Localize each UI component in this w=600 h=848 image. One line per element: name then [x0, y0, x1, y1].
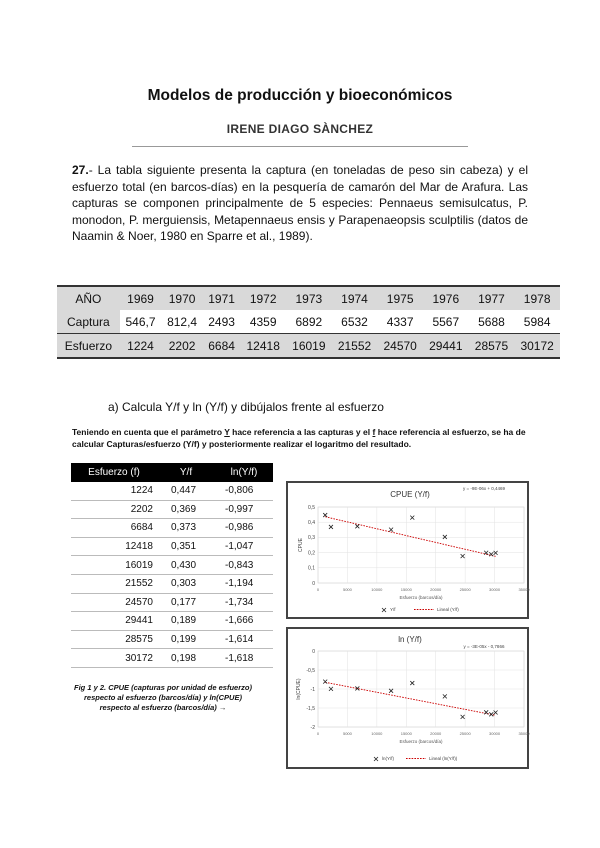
note-f: f: [372, 427, 376, 437]
note-text: hace referencia a las capturas y el: [229, 427, 373, 437]
table-cell: -1,614: [215, 630, 273, 649]
data-point: [494, 551, 498, 555]
table-row-captura: [57, 310, 560, 334]
data-point: [389, 689, 393, 693]
table-cell: 1975: [377, 286, 423, 310]
note-text: hace referencia al esfuerzo, se ha de calcular Capturas/esfuerzo (Y/f) y posteriormente realizar el logaritmo del resultado.: [72, 427, 526, 449]
table-row: [71, 593, 273, 612]
legend-label: Lineal (ln(Y/f)): [429, 756, 458, 761]
ln-cpue-chart-svg: [288, 629, 530, 767]
trend-equation: y = -9E-06x + 0,4469: [462, 486, 506, 491]
y-tick-label: 0,3: [308, 535, 315, 542]
trend-line: [325, 517, 495, 557]
table-cell: 0,369: [157, 500, 215, 519]
problem-text: - La tabla siguiente presenta la captura (en toneladas de peso sin cabeza) y el esfuerzo total (en barcos-días) en la pesquería de camarón del Mar de Arafura. Las capturas se componen principalmente de 5 especies: Pennaeus semisulcatus, P. monodon, P. merguiensis, Metapennaeus ensis y Parapenaeopsis sculptilis (datos de Naamin & Noer, 1980 en Sparre et al., 1989).: [72, 163, 528, 243]
data-point: [443, 535, 447, 539]
table-row: [71, 574, 273, 593]
table-cell: 21552: [71, 574, 157, 593]
trend-line: [325, 682, 495, 715]
column-header: Y/f: [157, 463, 215, 482]
table-cell: 2493: [208, 314, 235, 329]
table-cell: 0,430: [157, 556, 215, 575]
table-cell: 29441: [71, 612, 157, 631]
chart-title: ln (Y/f): [398, 635, 422, 644]
calc-table: [71, 463, 273, 668]
x-tick-label: 0: [316, 587, 320, 592]
table-cell: 0,373: [157, 519, 215, 538]
plot-area: [318, 507, 524, 583]
x-tick-label: 30000: [489, 587, 501, 592]
table-cell: 12418: [71, 537, 157, 556]
table-cell: 4337: [386, 314, 414, 329]
table-cell: 12418: [240, 334, 286, 359]
x-tick-label: 35000: [518, 587, 530, 592]
table-row-year: [57, 286, 560, 310]
table-cell: 16019: [71, 556, 157, 575]
x-tick-label: 10000: [371, 731, 383, 736]
legend-label: Lineal (Y/f): [437, 607, 459, 612]
table-cell: -0,806: [215, 482, 273, 500]
cpue-chart-svg: [288, 483, 530, 617]
table-cell: AÑO: [57, 286, 120, 310]
data-point: [461, 554, 465, 558]
y-tick-label: 0,5: [308, 504, 315, 511]
x-tick-label: 5000: [342, 731, 352, 736]
data-point: [410, 516, 414, 520]
table-cell: -0,997: [215, 500, 273, 519]
data-point: [410, 681, 414, 685]
table-cell: 1973: [286, 286, 332, 310]
table-cell: 0,351: [157, 537, 215, 556]
table-row: [71, 537, 273, 556]
y-tick-label: 0: [312, 648, 315, 655]
data-point: [489, 712, 493, 716]
x-tick-label: 15000: [400, 731, 412, 736]
table-cell: 24570: [71, 593, 157, 612]
table-cell: 1976: [423, 286, 469, 310]
x-axis-label: Esfuerzo (barcos/día): [399, 739, 443, 744]
trend-equation: y = -3E-05x - 0,7866: [463, 644, 505, 649]
table-cell: -1,618: [215, 649, 273, 668]
table-cell: 1969: [120, 286, 162, 310]
table-cell: 546,7: [125, 314, 156, 329]
table-cell: 1972: [240, 286, 286, 310]
data-point: [484, 710, 488, 714]
table-cell: 6892: [295, 314, 323, 329]
y-axis-label: CPUE: [298, 538, 304, 552]
table-cell: 1970: [161, 286, 203, 310]
x-axis-label: Esfuerzo (barcos/día): [399, 595, 443, 600]
x-tick-label: 20000: [430, 587, 442, 592]
y-tick-label: -1,5: [306, 705, 315, 712]
table-cell: 1224: [120, 334, 162, 359]
data-point: [461, 715, 465, 719]
data-point: [323, 680, 327, 684]
catch-effort-table: [57, 285, 560, 359]
table-cell: 29441: [423, 334, 469, 359]
table-cell: 6684: [71, 519, 157, 538]
table-cell: 30172: [514, 334, 560, 359]
table-cell: -1,194: [215, 574, 273, 593]
table-cell: 1224: [71, 482, 157, 500]
x-tick-label: 0: [316, 731, 320, 736]
note-y: Y: [224, 427, 230, 437]
data-point: [494, 710, 498, 714]
table-cell: -1,666: [215, 612, 273, 631]
x-tick-label: 25000: [459, 731, 471, 736]
table-cell: 2202: [71, 500, 157, 519]
table-cell: 5688: [478, 314, 505, 329]
data-point: [323, 513, 327, 517]
table-row: [71, 500, 273, 519]
x-tick-label: 5000: [342, 587, 352, 592]
data-point: [355, 524, 359, 528]
data-point: [489, 552, 493, 556]
table-cell: 1974: [332, 286, 378, 310]
y-tick-label: -1: [310, 686, 315, 693]
table-cell: -0,986: [215, 519, 273, 538]
chart-title: CPUE (Y/f): [390, 490, 430, 499]
data-point: [329, 525, 333, 529]
table-row: [71, 649, 273, 668]
table-cell: 0,447: [157, 482, 215, 500]
y-tick-label: -0,5: [306, 667, 315, 674]
question-a: a) Calcula Y/f y ln (Y/f) y dibújalos frente al esfuerzo: [108, 400, 384, 414]
table-cell: -1,047: [215, 537, 273, 556]
table-row-esfuerzo: [57, 334, 560, 359]
y-tick-label: 0,1: [308, 565, 315, 572]
data-point: [443, 694, 447, 698]
table-cell: -0,843: [215, 556, 273, 575]
problem-number: 27.: [72, 163, 89, 177]
x-tick-label: 15000: [400, 587, 412, 592]
ln-cpue-chart: [286, 627, 529, 769]
x-tick-label: 10000: [371, 587, 383, 592]
table-cell: 16019: [286, 334, 332, 359]
table-cell: 1977: [469, 286, 515, 310]
calc-table-header: [71, 463, 273, 482]
legend-marker: [382, 608, 386, 612]
figure-caption: Fig 1 y 2. CPUE (capturas por unidad de esfuerzo) respecto al esfuerzo (barcos/día) y ln(CPUE) respecto al esfuerzo (barcos/día) →: [74, 683, 252, 712]
y-tick-label: 0,2: [308, 550, 315, 557]
x-tick-label: 20000: [430, 731, 442, 736]
column-header: ln(Y/f): [215, 463, 273, 482]
y-axis-label: ln(CPUE): [296, 678, 302, 700]
table-cell: 0,303: [157, 574, 215, 593]
author-name: IRENE DIAGO SÀNCHEZ: [226, 122, 374, 136]
table-cell: 6684: [203, 334, 241, 359]
note-text: Teniendo en cuenta que el parámetro: [72, 427, 225, 437]
table-row: [71, 556, 273, 575]
y-tick-label: -2: [310, 724, 315, 731]
table-cell: 0,189: [157, 612, 215, 631]
table-cell: 5984: [523, 314, 551, 329]
x-tick-label: 30000: [489, 731, 501, 736]
table-cell: 0,199: [157, 630, 215, 649]
table-cell: 812,4: [167, 314, 198, 329]
table-cell: 0,177: [157, 593, 215, 612]
legend-marker: [374, 757, 378, 761]
table-row: [71, 482, 273, 500]
y-tick-label: 0: [312, 580, 315, 587]
problem-statement: [72, 162, 528, 245]
table-cell: 0,198: [157, 649, 215, 668]
table-cell: 6532: [341, 314, 368, 329]
column-header: Esfuerzo (f): [71, 463, 157, 482]
table-cell: 2202: [161, 334, 203, 359]
table-cell: 21552: [332, 334, 378, 359]
table-cell: Captura: [57, 310, 120, 334]
table-cell: 1971: [203, 286, 241, 310]
legend-label: ln(Y/f): [382, 756, 395, 761]
table-cell: Esfuerzo: [57, 334, 120, 359]
legend-label: Y/f: [390, 607, 396, 612]
divider: [132, 146, 468, 147]
table-cell: 30172: [71, 649, 157, 668]
x-tick-label: 35000: [518, 731, 530, 736]
table-cell: 28575: [469, 334, 515, 359]
table-cell: 28575: [71, 630, 157, 649]
table-cell: 24570: [377, 334, 423, 359]
page-title: Modelos de producción y bioeconómicos: [147, 87, 453, 104]
y-tick-label: 0,4: [308, 520, 315, 526]
data-point: [389, 528, 393, 532]
table-row: [71, 519, 273, 538]
x-tick-label: 25000: [459, 587, 471, 592]
table-row: [71, 612, 273, 631]
table-cell: 4359: [249, 314, 277, 329]
table-cell: 5567: [432, 314, 460, 329]
cpue-chart: [286, 481, 529, 619]
table-cell: -1,734: [215, 593, 273, 612]
table-cell: 1978: [514, 286, 560, 310]
table-row: [71, 630, 273, 649]
calc-note: [72, 426, 542, 450]
